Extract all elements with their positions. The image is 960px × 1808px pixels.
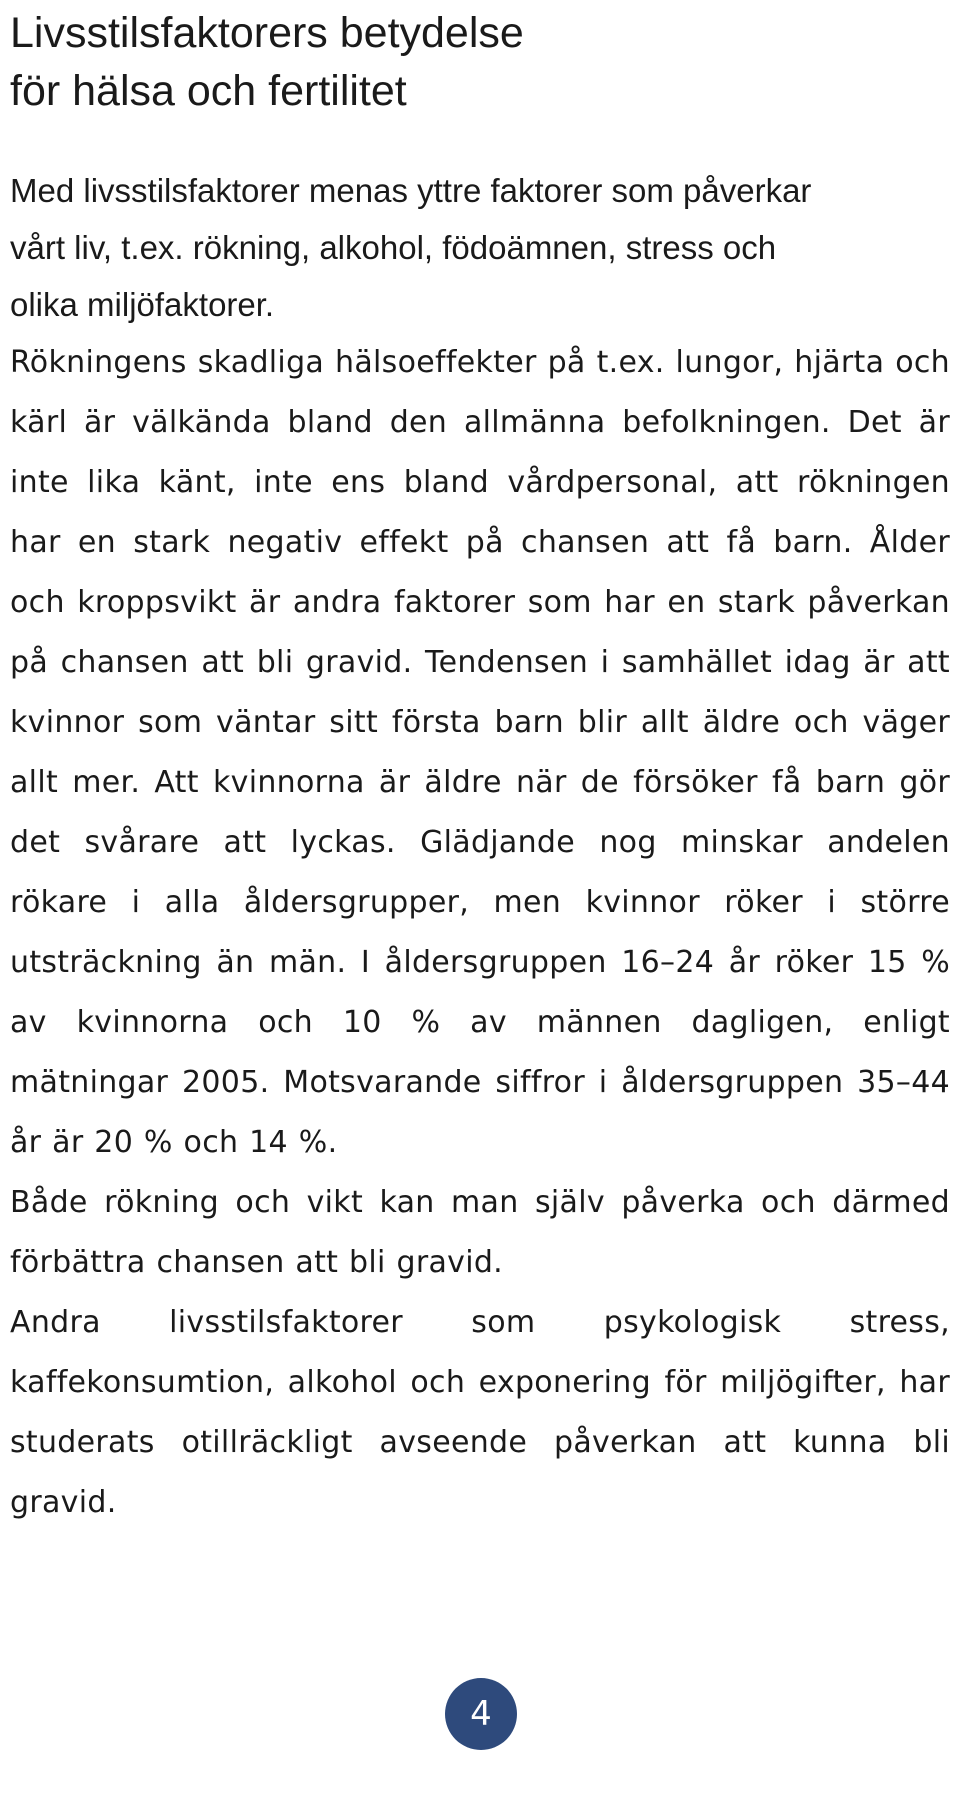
- intro-line-2: vårt liv, t.ex. rökning, alkohol, födoämnen, stress och: [10, 229, 777, 266]
- body-paragraph-smoking: Rökningens skadliga hälsoeffekter på t.ex. lungor, hjärta och kärl är välkända bland den allmänna befolkningen. Det är inte lika känt, inte ens bland vårdpersonal, att rökningen har en stark negativ effekt på chansen att få barn. Ålder och kroppsvikt är andra faktorer som har en stark påverkan på chansen att bli gravid. Tendensen i samhället idag är att kvinnor som väntar sitt första barn blir allt äldre och väger allt mer. Att kvinnorna är äldre när de försöker få barn gör det svårare att lyckas. Glädjande nog minskar andelen rökare i alla åldersgrupper, men kvinnor röker i större utsträckning än män. I åldersgruppen 16–24 år röker 15 % av kvinnorna och 10 % av männen dagligen, enligt mätningar 2005. Motsvarande siffror i åldersgruppen 35–44 år är 20 % och 14 %.: [10, 345, 950, 1160]
- body-paragraph-influence: Både rökning och vikt kan man själv påverka och därmed förbättra chansen att bli gravid.: [10, 1185, 950, 1280]
- intro-line-1: Med livsstilsfaktorer menas yttre faktorer som påverkar: [10, 172, 812, 209]
- title-line-1: Livsstilsfaktorers betydelse: [10, 9, 524, 57]
- page-title: [10, 0, 950, 120]
- body-paragraph-other-factors: Andra livsstilsfaktorer som psykologisk stress, kaffekonsumtion, alkohol och exponering för miljögifter, har studerats otillräckligt avseende påverkan att kunna bli gravid.: [10, 1305, 950, 1520]
- intro-line-3: olika miljöfaktorer.: [10, 286, 275, 323]
- title-line-2: för hälsa och fertilitet: [10, 67, 407, 115]
- document-page: [10, 0, 950, 1533]
- page-number-badge: 4: [445, 1678, 517, 1750]
- intro-paragraph: [10, 162, 950, 333]
